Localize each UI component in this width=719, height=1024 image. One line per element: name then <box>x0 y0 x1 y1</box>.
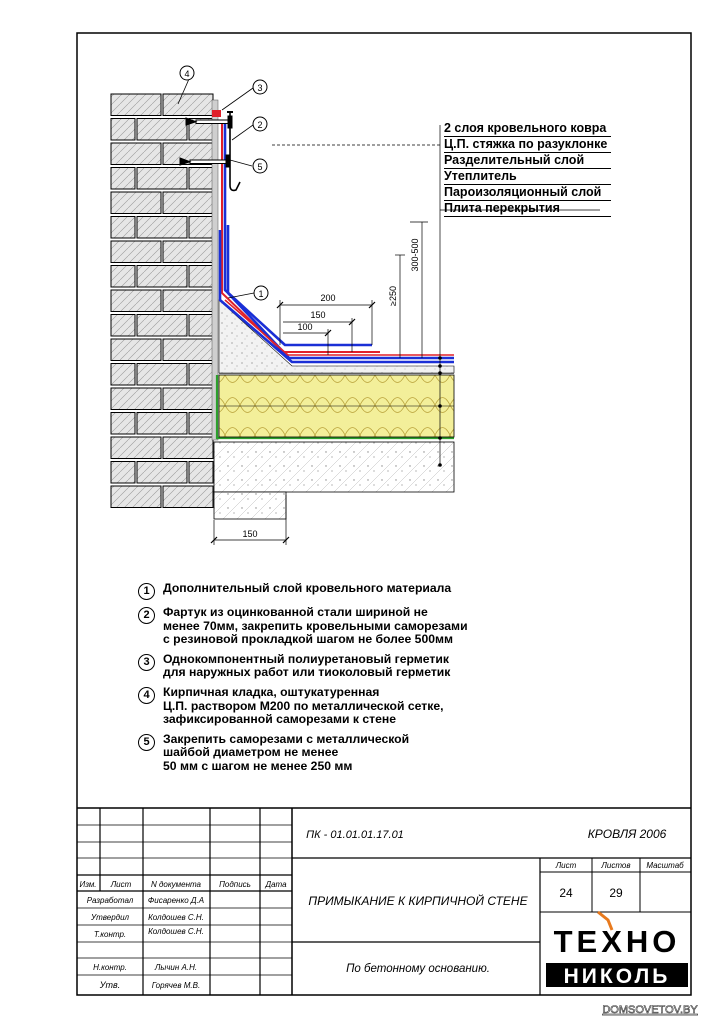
legend-item <box>138 582 558 600</box>
doc-code: ПК - 01.01.01.17.01 <box>306 829 404 841</box>
legend-number: 4 <box>138 687 155 704</box>
brick <box>189 168 213 190</box>
brick <box>189 462 213 484</box>
callout-1: 1 <box>258 289 264 299</box>
callout-5: 5 <box>257 162 263 172</box>
brick <box>137 217 187 239</box>
name-developer: Фисаренко Д.А <box>147 896 205 905</box>
name-approved: Колдошев С.Н. <box>148 913 204 922</box>
name-ncontr: Лычин А.Н. <box>154 963 198 972</box>
brick <box>137 119 187 141</box>
brick <box>111 388 161 410</box>
brick <box>163 388 213 410</box>
col-sheet: Лист <box>555 861 577 870</box>
col-scale: Масштаб <box>646 861 684 870</box>
brick <box>111 119 135 141</box>
brick <box>137 315 187 337</box>
brick <box>137 413 187 435</box>
brick <box>163 241 213 263</box>
legend-number: 2 <box>138 607 155 624</box>
header-sign: Подпись <box>219 880 251 889</box>
legend-text: Фартук из оцинкованной стали шириной не менее 70мм, закрепить кровельными саморезами с резиновой прокладкой шагом не более 500мм <box>163 605 468 647</box>
role-utv: Утв. <box>99 980 121 990</box>
brick <box>163 94 213 116</box>
legend-number: 1 <box>138 583 155 600</box>
brick-wall <box>110 93 214 519</box>
callout-2: 2 <box>257 120 263 130</box>
brick <box>111 413 135 435</box>
brick <box>111 486 161 508</box>
legend-text: Дополнительный слой кровельного материала <box>163 581 452 595</box>
brick <box>163 339 213 361</box>
dim-150-bottom: 150 <box>242 529 258 539</box>
brick <box>111 462 135 484</box>
legend-item <box>138 686 558 727</box>
brick <box>111 315 135 337</box>
brick <box>163 290 213 312</box>
brick <box>111 241 161 263</box>
brick <box>111 437 161 459</box>
brick <box>111 339 161 361</box>
technonicol-logo <box>546 912 688 988</box>
drawing-subtitle: По бетонному основанию. <box>346 963 490 975</box>
layer-label-5: Пароизоляционный слой <box>444 185 611 201</box>
brick <box>111 364 135 386</box>
layer-label-2: Ц.П. стяжка по разуклонке <box>444 137 611 153</box>
header-doc: N документа <box>150 880 202 889</box>
brick <box>137 462 187 484</box>
concrete-slab <box>214 442 454 492</box>
sheets-value: 29 <box>609 886 623 900</box>
role-developer: Разработал <box>86 896 134 905</box>
brick <box>137 266 187 288</box>
brick <box>189 413 213 435</box>
legend-text: Закрепить саморезами с металлической шайбой диаметром не менее 50 мм с шагом не менее 250 мм <box>163 731 410 773</box>
role-approved: Утвердил <box>90 913 130 922</box>
dim-150: 150 <box>310 310 326 320</box>
brick <box>137 168 187 190</box>
brick <box>111 290 161 312</box>
brick <box>163 437 213 459</box>
legend-item <box>138 733 558 774</box>
role-tcontr: Т.контр. <box>93 930 127 939</box>
layer-label-6: Плита перекрытия <box>444 201 611 217</box>
layer-label-4: Утеплитель <box>444 169 611 185</box>
callout-4: 4 <box>184 69 190 79</box>
legend-number: 5 <box>138 734 155 751</box>
sheet-value: 24 <box>559 886 573 900</box>
section-name: КРОВЛЯ 2006 <box>587 827 667 841</box>
brick <box>163 192 213 214</box>
concrete-slab-step <box>214 492 286 519</box>
dim-300-500: 300-500 <box>410 238 420 272</box>
layer-label-1: 2 слоя кровельного ковра <box>444 121 611 137</box>
legend-item <box>138 653 558 680</box>
brand-line2: НИКОЛЬ <box>563 965 671 988</box>
dim-100: 100 <box>297 322 313 332</box>
header-izm: Изм. <box>79 880 97 889</box>
legend-text: Однокомпонентный полиуретановый герметик для наружных работ или тиоколовый герметик <box>163 651 451 680</box>
brick <box>189 315 213 337</box>
callout-3: 3 <box>257 83 263 93</box>
layer-label-3: Разделительный слой <box>444 153 611 169</box>
name-tcontr: Колдошев С.Н. <box>148 927 204 936</box>
layer-list <box>444 121 611 217</box>
legend <box>138 582 558 780</box>
brick <box>189 217 213 239</box>
dim-250: ≥250 <box>388 286 398 306</box>
brick <box>189 364 213 386</box>
legend-item <box>138 606 558 647</box>
brand-line1: ТЕХНО <box>553 924 681 959</box>
brick <box>163 486 213 508</box>
brick <box>111 168 135 190</box>
brick <box>111 192 161 214</box>
name-utv: Горячев М.В. <box>151 981 201 990</box>
watermark[interactable]: DOMSOVETOV.BY <box>602 1004 698 1016</box>
brick <box>111 143 161 165</box>
brick <box>111 94 161 116</box>
drawing-title: ПРИМЫКАНИЕ К КИРПИЧНОЙ СТЕНЕ <box>308 894 528 908</box>
header-date: Дата <box>265 880 287 889</box>
header-list: Лист <box>110 880 132 889</box>
legend-text: Кирпичная кладка, оштукатуренная Ц.П. раствором М200 по металлической сетке, зафиксированной саморезами к стене <box>163 684 444 727</box>
col-sheets: Листов <box>601 861 631 870</box>
brick <box>189 266 213 288</box>
role-ncontr: Н.контр. <box>93 963 127 972</box>
legend-number: 3 <box>138 654 155 671</box>
brick <box>111 217 135 239</box>
brick <box>111 266 135 288</box>
brick <box>137 364 187 386</box>
sealant <box>212 110 221 117</box>
dim-200: 200 <box>320 293 336 303</box>
